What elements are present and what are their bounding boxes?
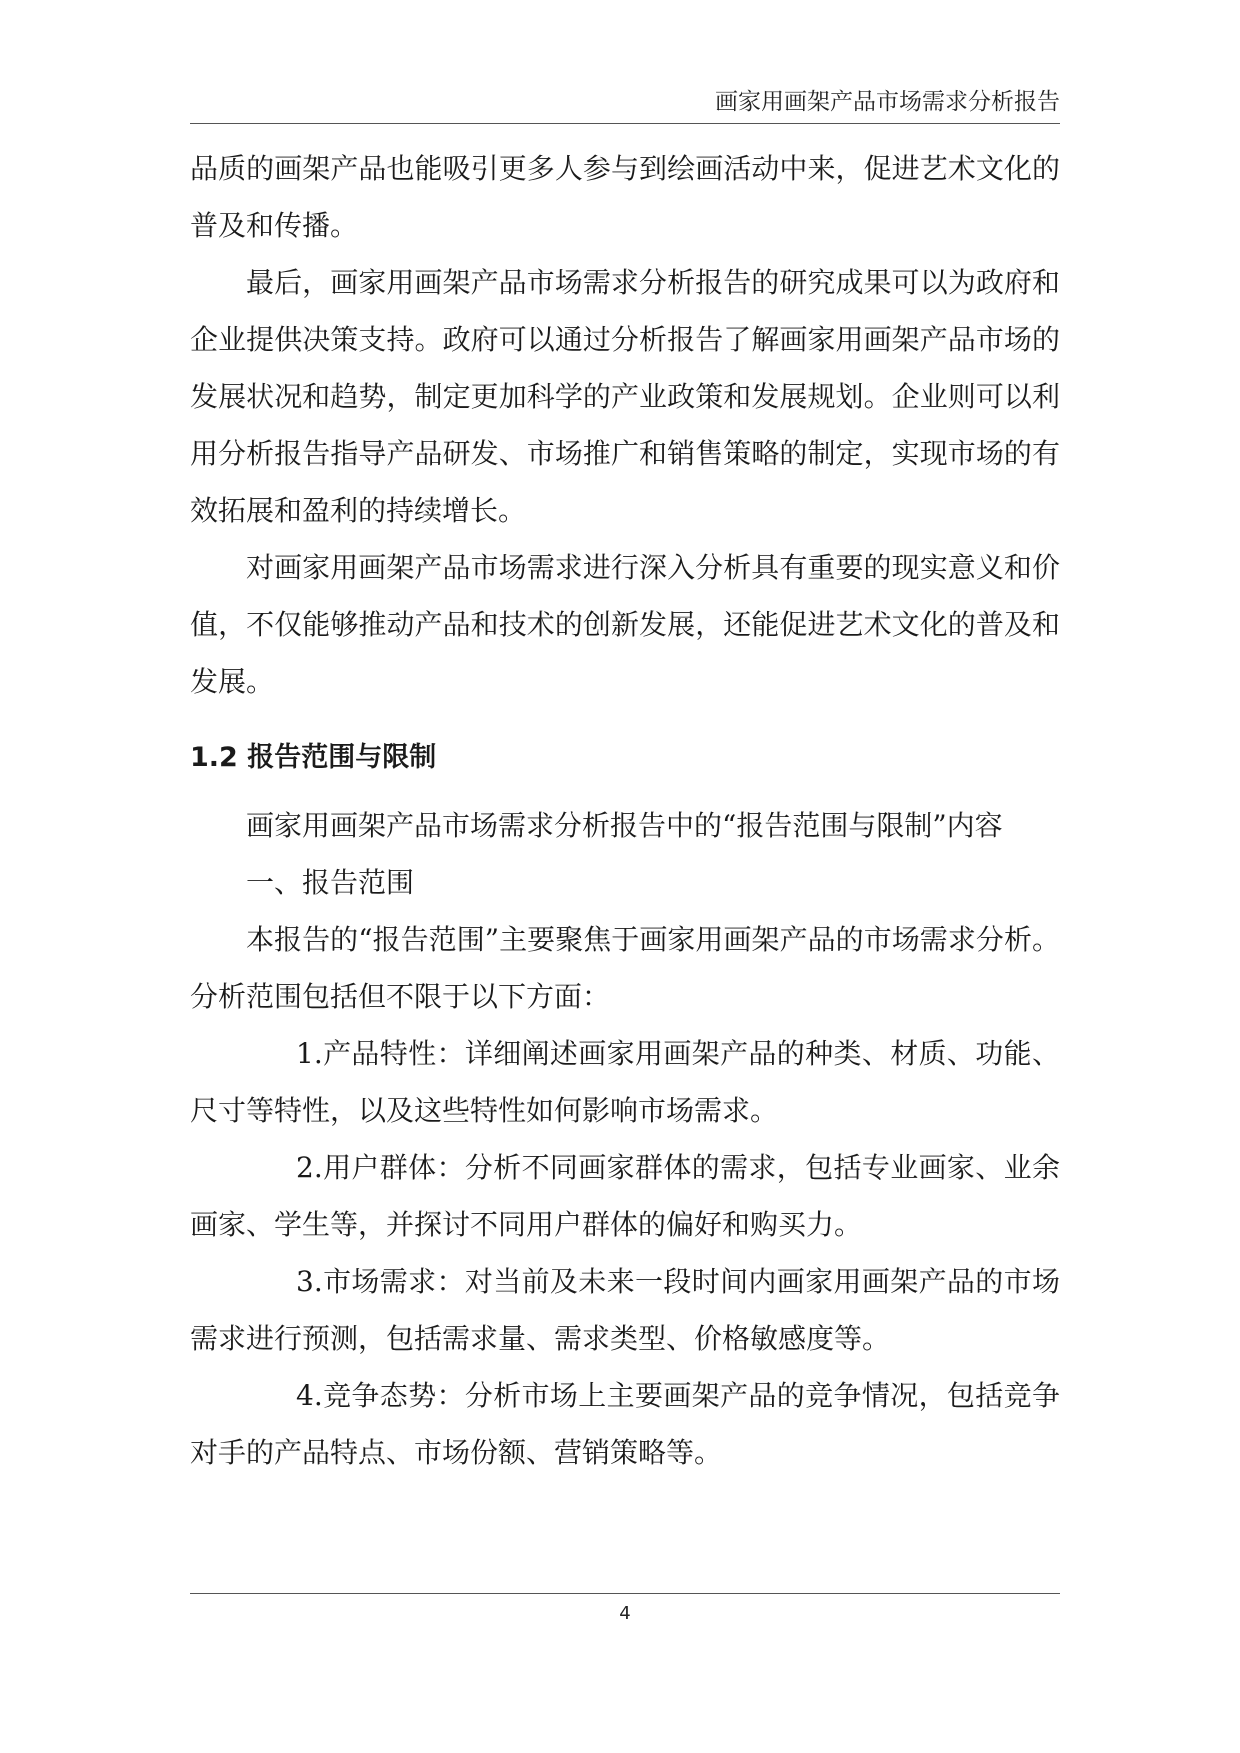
- paragraph: 品质的画架产品也能吸引更多人参与到绘画活动中来，促进艺术文化的普及和传播。: [190, 152, 1060, 242]
- section-heading: 1.2 报告范围与限制: [190, 742, 437, 773]
- paragraph: 画家用画架产品市场需求分析报告中的“报告范围与限制”内容: [246, 809, 1003, 842]
- list-item: 4.竞争态势：分析市场上主要画架产品的竞争情况，包括竞争对手的产品特点、市场份额、营销策略等。: [190, 1379, 1060, 1469]
- header-rule: [190, 123, 1060, 124]
- page-number: 4: [619, 1603, 631, 1624]
- footer-rule: [190, 1593, 1060, 1594]
- running-header: 画家用画架产品市场需求分析报告: [715, 89, 1060, 115]
- list-item: 3.市场需求：对当前及未来一段时间内画家用画架产品的市场需求进行预测，包括需求量、需求类型、价格敏感度等。: [190, 1265, 1060, 1355]
- subsection-label: 一、报告范围: [246, 866, 415, 899]
- list-item: 2.用户群体：分析不同画家群体的需求，包括专业画家、业余画家、学生等，并探讨不同用户群体的偏好和购买力。: [190, 1151, 1060, 1241]
- body-text: [190, 140, 1060, 1481]
- paragraph: 最后，画家用画架产品市场需求分析报告的研究成果可以为政府和企业提供决策支持。政府可以通过分析报告了解画家用画架产品市场的发展状况和趋势，制定更加科学的产业政策和发展规划。企业则可以利用分析报告指导产品研发、市场推广和销售策略的制定，实现市场的有效拓展和盈利的持续增长。: [190, 266, 1060, 527]
- paragraph: 对画家用画架产品市场需求进行深入分析具有重要的现实意义和价值，不仅能够推动产品和技术的创新发展，还能促进艺术文化的普及和发展。: [190, 551, 1060, 698]
- list-item: 1.产品特性：详细阐述画家用画架产品的种类、材质、功能、尺寸等特性，以及这些特性如何影响市场需求。: [190, 1037, 1060, 1127]
- paragraph: 本报告的“报告范围”主要聚焦于画家用画架产品的市场需求分析。分析范围包括但不限于以下方面：: [190, 923, 1060, 1013]
